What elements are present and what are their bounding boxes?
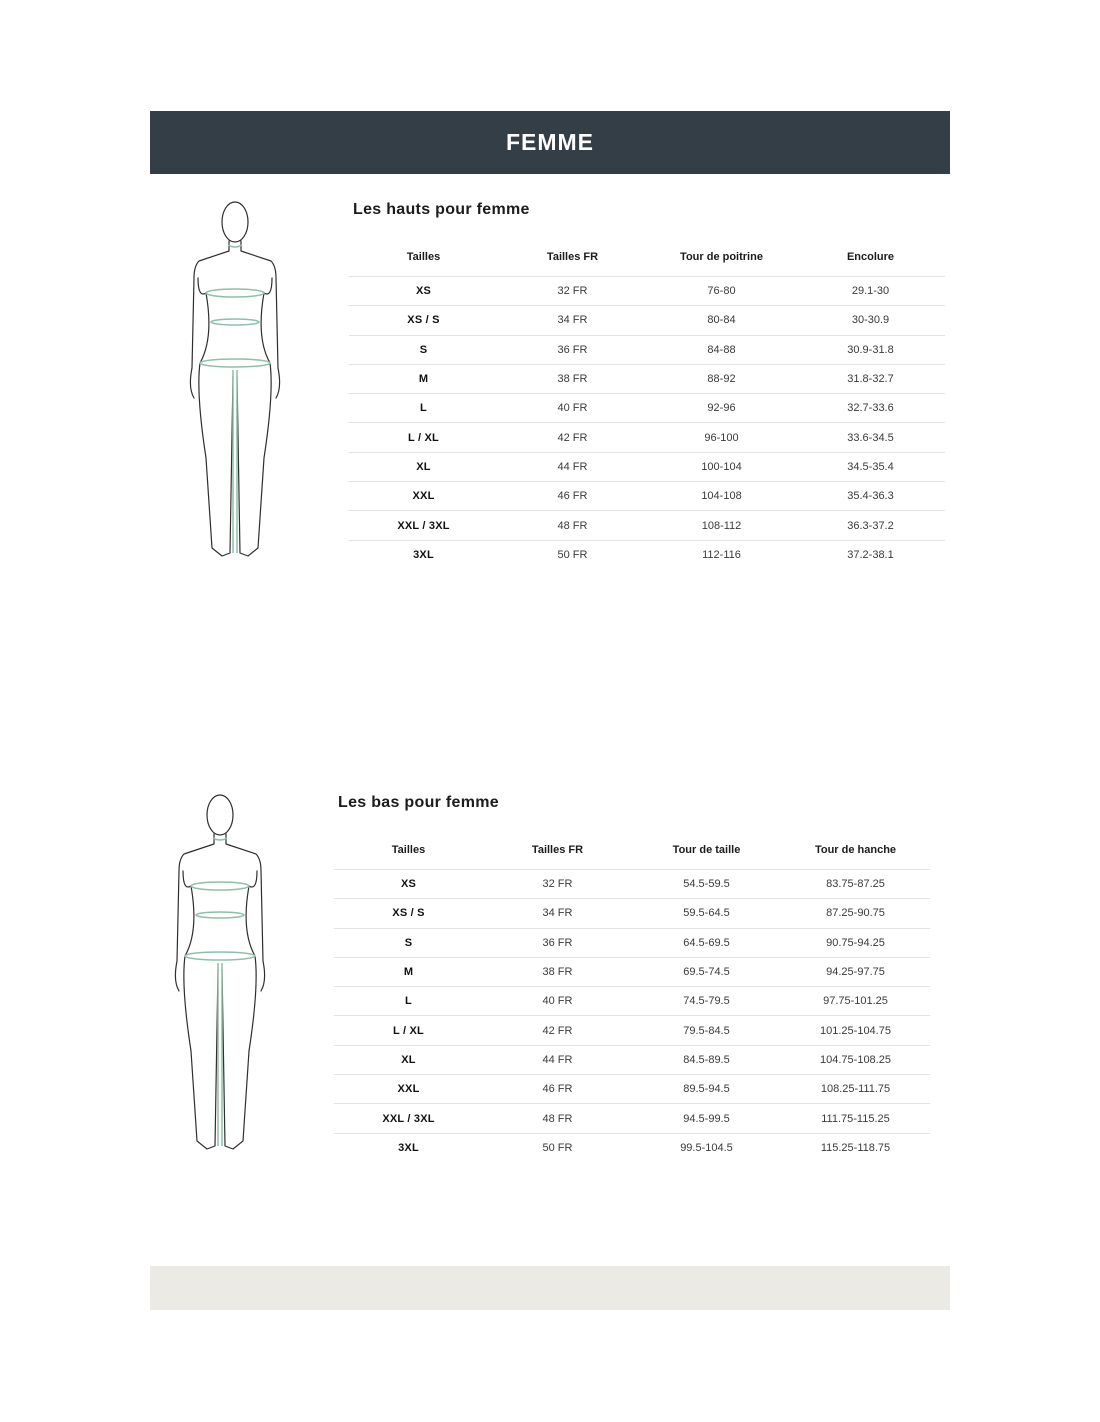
banner-title: FEMME xyxy=(505,129,595,155)
cell-fr-size: 38 FR xyxy=(498,364,647,393)
table-row xyxy=(349,540,945,569)
bottoms-table-body xyxy=(334,870,930,1162)
cell-measure-1: 88-92 xyxy=(647,364,796,393)
cell-measure-2: 35.4-36.3 xyxy=(796,482,945,511)
cell-measure-1: 74.5-79.5 xyxy=(632,987,781,1016)
cell-size: L / XL xyxy=(349,423,498,452)
table-row xyxy=(349,277,945,306)
cell-measure-2: 87.25-90.75 xyxy=(781,899,930,928)
cell-fr-size: 40 FR xyxy=(483,987,632,1016)
tops-section-title: Les hauts pour femme xyxy=(353,201,530,218)
cell-fr-size: 36 FR xyxy=(498,335,647,364)
cell-measure-1: 112-116 xyxy=(702,548,741,561)
cell-measure-1: 94.5-99.5 xyxy=(632,1104,781,1133)
cell-measure-1: 64.5-69.5 xyxy=(632,928,781,957)
cell-fr-size: 46 FR xyxy=(498,482,647,511)
cell-measure-2: 29.1-30 xyxy=(796,277,945,306)
column-header-size: Tailles xyxy=(334,831,483,870)
cell-size: XL xyxy=(349,452,498,481)
cell-measure-2: 36.3-37.2 xyxy=(796,511,945,540)
tops-size-table xyxy=(349,238,945,569)
table-header-row xyxy=(334,831,930,870)
cell-fr-size: 48 FR xyxy=(498,511,647,540)
cell-size: XS / S xyxy=(334,899,483,928)
cell-measure-2: 111.75-115.25 xyxy=(781,1104,930,1133)
cell-measure-1: 76-80 xyxy=(647,277,796,306)
cell-size: S xyxy=(349,335,498,364)
table-header-row xyxy=(349,238,945,277)
cell-fr-size: 50 FR xyxy=(542,1141,573,1154)
cell-measure-2: 34.5-35.4 xyxy=(796,452,945,481)
cell-size: XL xyxy=(334,1045,483,1074)
cell-size: XS xyxy=(334,870,483,899)
cell-measure-2: 33.6-34.5 xyxy=(796,423,945,452)
cell-fr-size: 42 FR xyxy=(498,423,647,452)
cell-fr-size: 46 FR xyxy=(483,1075,632,1104)
column-header-size: Tailles xyxy=(349,238,498,277)
cell-measure-1: 92-96 xyxy=(647,394,796,423)
column-header-hip: Tour de hanche xyxy=(781,831,930,870)
column-header-fr-size: Tailles FR xyxy=(498,238,647,277)
table-row xyxy=(334,1104,930,1133)
cell-measure-1: 54.5-59.5 xyxy=(632,870,781,899)
table-row xyxy=(334,987,930,1016)
cell-size: 3XL xyxy=(398,1141,419,1154)
table-row xyxy=(334,1016,930,1045)
table-row xyxy=(349,482,945,511)
cell-measure-1: 99.5-104.5 xyxy=(680,1141,733,1154)
cell-measure-2: 32.7-33.6 xyxy=(796,394,945,423)
cell-size: L xyxy=(349,394,498,423)
cell-measure-2: 108.25-111.75 xyxy=(781,1075,930,1104)
cell-size: M xyxy=(349,364,498,393)
cell-measure-1: 69.5-74.5 xyxy=(632,957,781,986)
cell-fr-size: 50 FR xyxy=(557,548,588,561)
cell-fr-size: 42 FR xyxy=(483,1016,632,1045)
cell-measure-1: 84-88 xyxy=(647,335,796,364)
cell-fr-size: 44 FR xyxy=(483,1045,632,1074)
cell-fr-size: 38 FR xyxy=(483,957,632,986)
cell-measure-1: 59.5-64.5 xyxy=(632,899,781,928)
table-row xyxy=(349,394,945,423)
cell-measure-2: 101.25-104.75 xyxy=(781,1016,930,1045)
cell-size: XXL / 3XL xyxy=(334,1104,483,1133)
cell-fr-size: 32 FR xyxy=(498,277,647,306)
cell-fr-size: 48 FR xyxy=(483,1104,632,1133)
cell-size: XS / S xyxy=(349,306,498,335)
table-row xyxy=(334,899,930,928)
table-row xyxy=(349,511,945,540)
cell-measure-1: 79.5-84.5 xyxy=(632,1016,781,1045)
cell-size: M xyxy=(334,957,483,986)
cell-fr-size: 36 FR xyxy=(483,928,632,957)
cell-measure-2: 37.2-38.1 xyxy=(847,548,894,561)
footer-bar xyxy=(150,1266,950,1310)
cell-size: L / XL xyxy=(334,1016,483,1045)
cell-fr-size: 34 FR xyxy=(483,899,632,928)
table-row xyxy=(349,306,945,335)
cell-measure-2: 115.25-118.75 xyxy=(820,1141,891,1154)
cell-size: XXL xyxy=(334,1075,483,1104)
cell-measure-2: 90.75-94.25 xyxy=(781,928,930,957)
female-body-figure-bottoms xyxy=(171,791,271,1155)
cell-fr-size: 40 FR xyxy=(498,394,647,423)
cell-measure-2: 97.75-101.25 xyxy=(781,987,930,1016)
bottoms-size-table xyxy=(334,831,930,1162)
cell-size: XXL xyxy=(349,482,498,511)
cell-measure-1: 80-84 xyxy=(647,306,796,335)
column-header-fr-size: Tailles FR xyxy=(483,831,632,870)
femme-banner xyxy=(150,111,950,174)
tops-table-body xyxy=(349,277,945,569)
cell-fr-size: 34 FR xyxy=(498,306,647,335)
cell-measure-2: 31.8-32.7 xyxy=(796,364,945,393)
table-row xyxy=(334,928,930,957)
cell-size: XXL / 3XL xyxy=(349,511,498,540)
table-row xyxy=(349,335,945,364)
cell-measure-1: 84.5-89.5 xyxy=(632,1045,781,1074)
cell-measure-2: 30-30.9 xyxy=(796,306,945,335)
cell-size: L xyxy=(334,987,483,1016)
table-row xyxy=(334,1045,930,1074)
table-row xyxy=(349,423,945,452)
table-row xyxy=(334,1133,930,1162)
cell-measure-2: 94.25-97.75 xyxy=(781,957,930,986)
cell-fr-size: 32 FR xyxy=(483,870,632,899)
cell-fr-size: 44 FR xyxy=(498,452,647,481)
cell-measure-1: 108-112 xyxy=(647,511,796,540)
table-row xyxy=(349,452,945,481)
table-row xyxy=(334,1075,930,1104)
bottoms-section-title: Les bas pour femme xyxy=(338,794,500,811)
cell-measure-2: 104.75-108.25 xyxy=(781,1045,930,1074)
table-row xyxy=(349,364,945,393)
table-row xyxy=(334,957,930,986)
cell-size: XS xyxy=(349,277,498,306)
column-header-neck: Encolure xyxy=(796,238,945,277)
cell-measure-1: 89.5-94.5 xyxy=(632,1075,781,1104)
table-row xyxy=(334,870,930,899)
female-body-figure-tops xyxy=(186,198,286,562)
column-header-waist: Tour de taille xyxy=(632,831,781,870)
cell-measure-2: 83.75-87.25 xyxy=(781,870,930,899)
cell-measure-2: 30.9-31.8 xyxy=(796,335,945,364)
cell-measure-1: 96-100 xyxy=(647,423,796,452)
cell-size: 3XL xyxy=(413,548,434,561)
cell-measure-1: 104-108 xyxy=(647,482,796,511)
column-header-chest: Tour de poitrine xyxy=(647,238,796,277)
cell-size: S xyxy=(334,928,483,957)
cell-measure-1: 100-104 xyxy=(647,452,796,481)
